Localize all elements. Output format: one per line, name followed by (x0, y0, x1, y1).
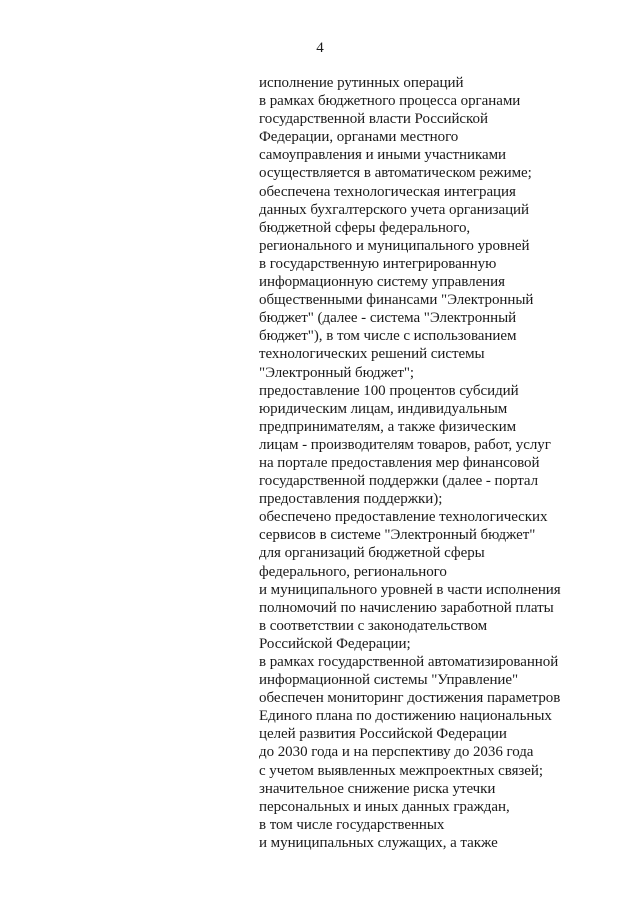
text-line: "Электронный бюджет"; (259, 364, 415, 381)
text-line: полномочий по начислению заработной платы (259, 599, 554, 616)
text-line: исполнение рутинных операций (259, 75, 464, 91)
text-line: информационную систему управления (259, 274, 505, 291)
text-line: и муниципального уровней в части исполнения (259, 581, 561, 598)
text-line: бюджет"), в том числе с использованием (259, 328, 517, 345)
text-line: целей развития Российской Федерации (259, 726, 507, 743)
text-line: в государственную интегрированную (259, 255, 497, 272)
text-line: бюджетной сферы федерального, (259, 219, 471, 236)
text-line: информационной системы "Управление" (259, 672, 519, 689)
text-line: технологических решений системы (259, 346, 485, 363)
text-line: на портале предоставления мер финансовой (259, 454, 540, 471)
document-body (259, 74, 634, 852)
page-number: 4 (316, 40, 324, 56)
text-line: в рамках бюджетного процесса органами (259, 93, 521, 110)
text-line: обеспечена технологическая интеграция (259, 183, 516, 200)
text-line: осуществляется в автоматическом режиме; (259, 165, 532, 182)
text-line: бюджет" (далее - система "Электронный (259, 310, 517, 327)
text-line: государственной поддержки (далее - портал (259, 473, 539, 490)
text-line: сервисов в системе "Электронный бюджет" (259, 527, 536, 544)
text-line: Российской Федерации; (259, 635, 411, 652)
text-line: юридическим лицам, индивидуальным (259, 400, 508, 417)
text-line: государственной власти Российской (259, 111, 488, 128)
text-line: значительное снижение риска утечки (259, 780, 496, 797)
text-line: лицам - производителям товаров, работ, услуг (259, 436, 551, 453)
text-line: до 2030 года и на перспективу до 2036 года (259, 744, 534, 761)
text-line: Федерации, органами местного (259, 129, 459, 146)
text-line: с учетом выявленных межпроектных связей; (259, 762, 543, 779)
text-line: предпринимателям, а также физическим (259, 418, 517, 435)
text-line: в соответствии с законодательством (259, 617, 488, 634)
text-line: предоставление 100 процентов субсидий (259, 382, 519, 399)
text-line: Единого плана по достижению национальных (259, 708, 552, 725)
text-line: в том числе государственных (259, 816, 445, 833)
text-line: регионального и муниципального уровней (259, 237, 530, 254)
text-line: и муниципальных служащих, а также (259, 834, 498, 851)
text-line: в рамках государственной автоматизированной (259, 654, 559, 670)
text-line: персональных и иных данных граждан, (259, 798, 510, 815)
text-line: самоуправления и иными участниками (259, 147, 507, 164)
text-line: федерального, регионального (259, 563, 447, 580)
text-line: для организаций бюджетной сферы (259, 545, 485, 562)
text-line: общественными финансами "Электронный (259, 292, 534, 309)
text-line: обеспечен мониторинг достижения параметров (259, 690, 561, 707)
text-line: обеспечено предоставление технологических (259, 509, 548, 526)
text-line: предоставления поддержки); (259, 491, 443, 508)
text-line: данных бухгалтерского учета организаций (259, 201, 530, 218)
